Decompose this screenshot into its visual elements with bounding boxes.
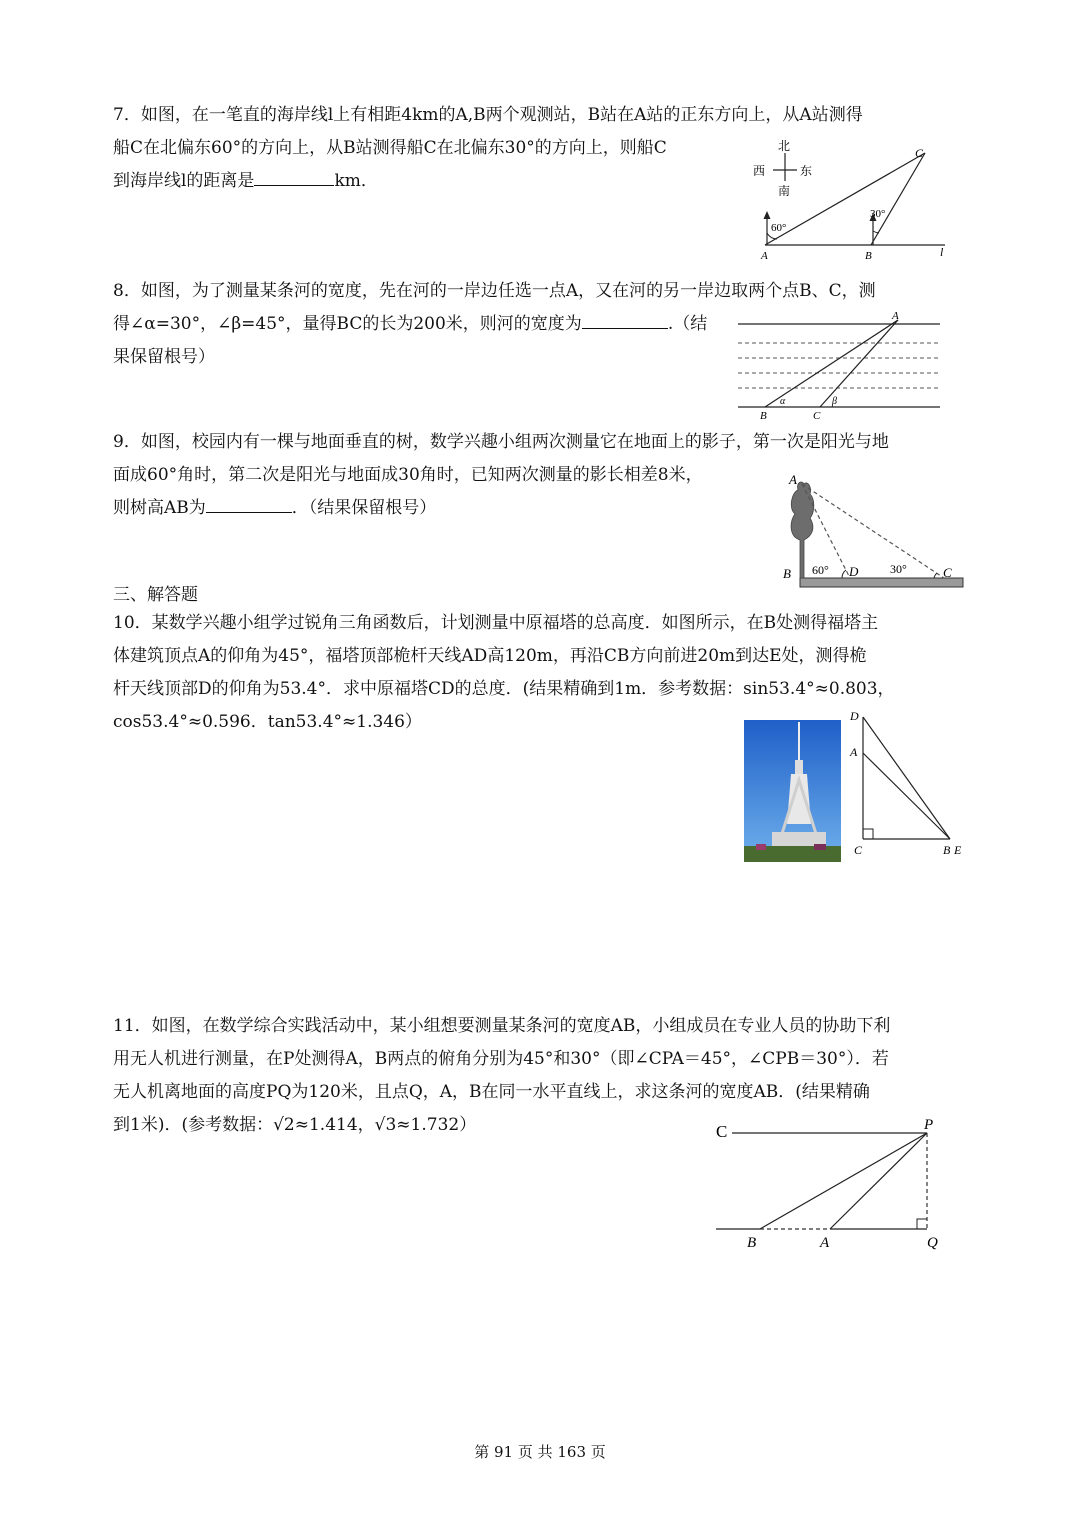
q7-angle-a: 60° — [771, 222, 787, 234]
q8-label-b: B — [760, 410, 767, 422]
q10-line-4: cos53.4°≈0.596．tan53.4°≈1.346） — [113, 712, 422, 732]
q9-label-d: D — [849, 564, 859, 579]
q8-beta: β — [832, 396, 837, 407]
q10-label-b: B — [943, 843, 951, 857]
q11-label-p: P — [924, 1117, 934, 1133]
q7-west: 西 — [753, 164, 766, 178]
question-9 — [113, 426, 889, 525]
q10-line-2: 体建筑顶点A的仰角为45°，福塔顶部桅杆天线AD高120m，再沿CB方向前进20m到达E处，测得桅 — [113, 646, 867, 666]
q7-north: 北 — [778, 139, 791, 153]
q11-line-3: 无人机离地面的高度PQ为120米，且点Q，A，B在同一水平直线上，求这条河的宽度AB．(结果精确 — [113, 1082, 870, 1102]
q10-label-a: A — [850, 745, 858, 759]
q9-angle-30: 30° — [890, 562, 907, 576]
q7-label-a: A — [761, 250, 768, 262]
q7-line-3: 到海岸线l的距离是 km． — [113, 165, 863, 198]
q9-line-2: 面成60°角时，第二次是阳光与地面成30角时，已知两次测量的影长相差8米， — [113, 465, 703, 485]
q7-line-2: 船C在北偏东60°的方向上，从B站测得船C在北偏东30°的方向上，则船C — [113, 138, 667, 158]
q7-east: 东 — [800, 164, 813, 178]
tree-icon — [791, 482, 814, 578]
q11-label-a: A — [820, 1235, 830, 1251]
q9-label-b: B — [783, 566, 791, 581]
q8-line-3: 果保留根号） — [113, 347, 215, 367]
section-heading: 三、解答题 — [113, 585, 198, 605]
q8-label-a: A — [892, 310, 899, 322]
q8-line-2: 得∠α=30°，∠β=45°，量得BC的长为200米，则河的宽度为 .（结 — [113, 308, 876, 341]
page-footer: 第 91 页 共 163 页 — [474, 1443, 606, 1461]
q11-label-c: C — [716, 1122, 728, 1141]
q10-label-e: E — [954, 843, 962, 857]
q10-line-1: 10．某数学兴趣小组学过锐角三角函数后，计划测量中原福塔的总高度．如图所示，在B处测得福塔主 — [113, 613, 879, 633]
q10-label-c: C — [854, 843, 863, 857]
q9-line-1: 9．如图，校园内有一棵与地面垂直的树，数学兴趣小组两次测量它在地面上的影子，第一次是阳光与地 — [113, 432, 889, 452]
q7-figure — [745, 135, 955, 265]
q7-angle-b: 30° — [870, 208, 886, 220]
q9-answer-blank[interactable] — [206, 494, 292, 513]
q7-line-1: 7．如图，在一笔直的海岸线l上有相距4km的A,B两个观测站，B站在A站的正东方向上，从A站测得 — [113, 105, 863, 125]
q9-label-a: A — [789, 472, 797, 487]
q7-label-b: B — [865, 250, 872, 262]
q11-label-q: Q — [927, 1235, 938, 1251]
q10-label-d: D — [850, 709, 859, 723]
q7-label-c: C — [915, 146, 924, 160]
q7-answer-blank[interactable] — [254, 167, 334, 186]
q9-figure — [780, 470, 970, 595]
q11-line-4: 到1米)．(参考数据：√2≈1.414，√3≈1.732） — [113, 1115, 477, 1135]
q8-answer-blank[interactable] — [582, 310, 668, 329]
q11-label-b: B — [747, 1235, 757, 1251]
q11-line-2: 用无人机进行测量，在P处测得A，B两点的俯角分别为45°和30°（即∠CPA＝45°，∠CPB＝30°）．若 — [113, 1049, 889, 1069]
q7-label-l: l — [940, 245, 944, 259]
q9-label-c: C — [943, 565, 952, 580]
q10-line-3: 杆天线顶部D的仰角为53.4°．求中原福塔CD的总度．(结果精确到1m．参考数据：sin53.4°≈0.803， — [113, 679, 895, 699]
q11-figure — [712, 1113, 952, 1253]
tower-photo — [744, 720, 841, 862]
q8-alpha: α — [780, 396, 786, 407]
q8-figure — [735, 308, 945, 423]
q9-line-3: 则树高AB为 ．（结果保留根号） — [113, 492, 889, 525]
q8-label-c: C — [813, 410, 821, 422]
q9-angle-60: 60° — [812, 563, 829, 577]
q11-line-1: 11．如图，在数学综合实践活动中，某小组想要测量某条河的宽度AB，小组成员在专业人员的协助下利 — [113, 1016, 891, 1036]
q8-line-1: 8．如图，为了测量某条河的宽度，先在河的一岸边任选一点A，又在河的另一岸边取两个点B、C，测 — [113, 281, 876, 301]
q7-south: 南 — [778, 184, 791, 198]
q10-figure — [846, 708, 971, 863]
